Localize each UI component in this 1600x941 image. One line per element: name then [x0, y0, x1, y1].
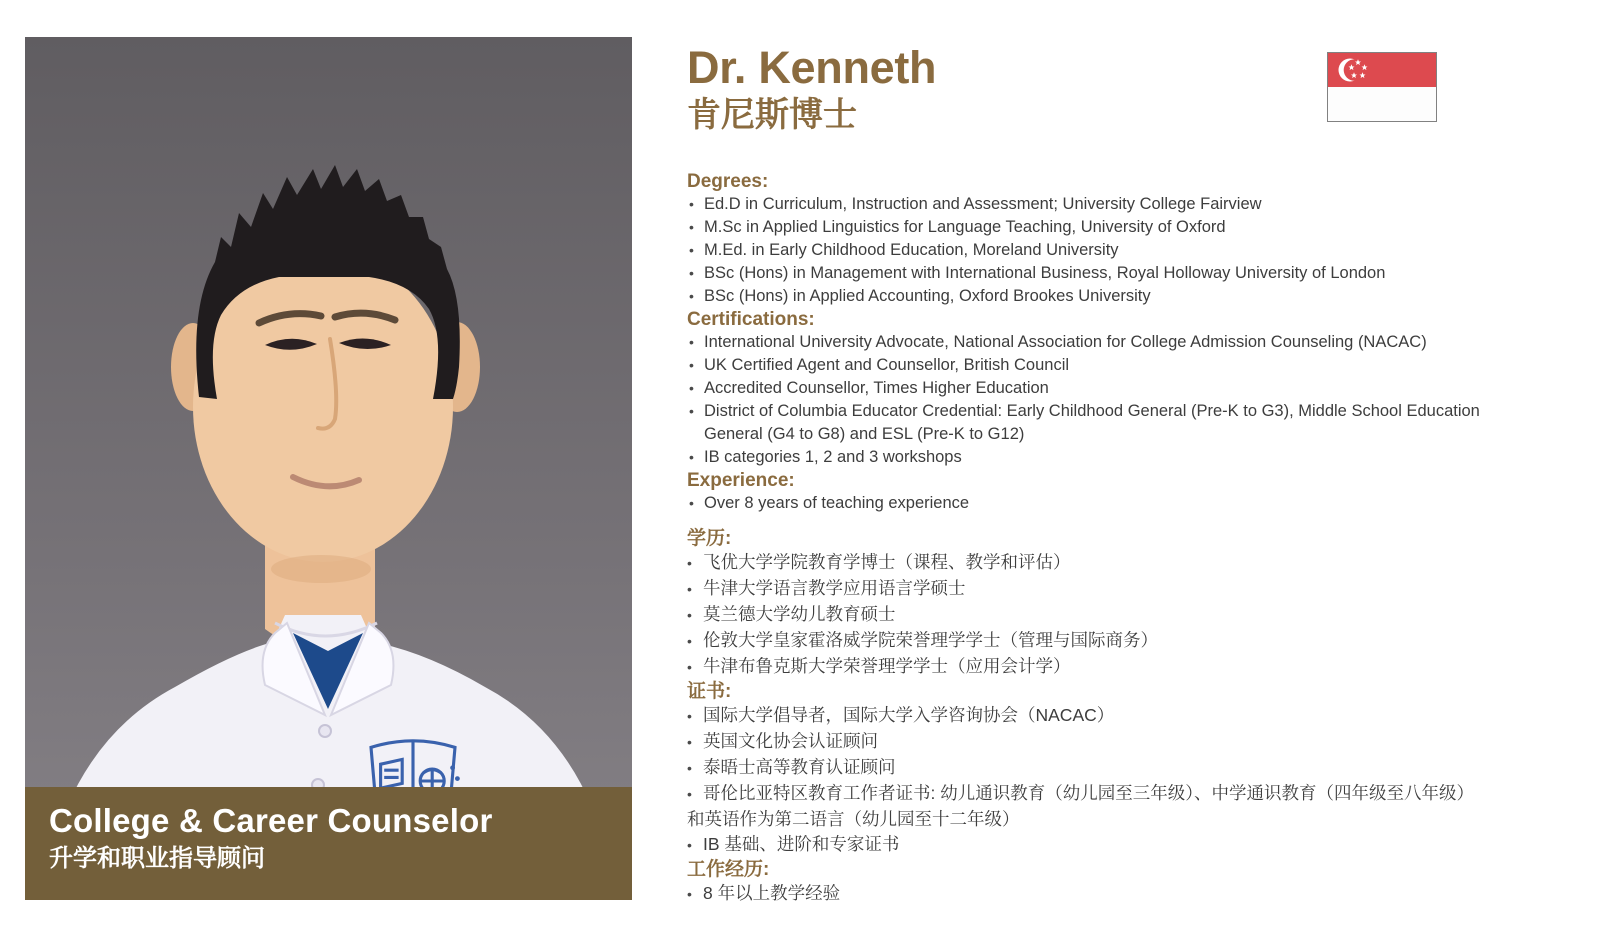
list-item: • 哥伦比亚特区教育工作者证书: 幼儿通识教育（幼儿园至三年级）、中学通识教育（四年级至八年级）和英语作为第二语言（幼儿园至十二年级） — [687, 781, 1477, 832]
list-item: • 伦敦大学皇家霍洛威学院荣誉理学学士（管理与国际商务） — [687, 628, 1477, 654]
list-item: • IB 基础、进阶和专家证书 — [687, 832, 1477, 858]
list-item: • BSc (Hons) in Management with International Business, Royal Holloway University of London — [687, 262, 1487, 285]
role-title-zh: 升学和职业指导顾问 — [49, 845, 265, 872]
list-item: • UK Certified Agent and Counsellor, British Council — [687, 354, 1487, 377]
list-item: • Over 8 years of teaching experience — [687, 492, 1487, 515]
list-item: • 牛津大学语言教学应用语言学硕士 — [687, 576, 1477, 602]
list-item: • District of Columbia Educator Credential: Early Childhood General (Pre-K to G3), Middle School Education General (G4 to G8) and ESL (Pre-K to G12) — [687, 400, 1487, 446]
bio-content — [687, 44, 1532, 907]
profile-photo — [25, 37, 632, 900]
section-heading-certifications: Certifications: — [687, 309, 815, 330]
list-item: • IB categories 1, 2 and 3 workshops — [687, 446, 1487, 469]
experience-list — [687, 492, 1532, 515]
role-title-en: College & Career Counselor — [49, 802, 493, 839]
section-heading-experience: Experience: — [687, 470, 795, 491]
page-title-zh: 肯尼斯博士 — [687, 96, 857, 134]
list-item: • 泰晤士高等教育认证顾问 — [687, 755, 1477, 781]
degrees-list — [687, 193, 1532, 308]
chinese-bio-block — [687, 527, 1532, 907]
list-item: • M.Ed. in Early Childhood Education, Moreland University — [687, 239, 1487, 262]
list-item: • 飞优大学学院教育学博士（课程、教学和评估） — [687, 550, 1477, 576]
page-title: Dr. Kenneth — [687, 42, 937, 93]
list-item: • 英国文化协会认证顾问 — [687, 729, 1477, 755]
list-item: • International University Advocate, National Association for College Admission Counseling (NACAC) — [687, 331, 1487, 354]
section-heading-certifications-zh: 证书: — [687, 681, 732, 702]
list-item: • 莫兰德大学幼儿教育硕士 — [687, 602, 1477, 628]
list-item: • Accredited Counsellor, Times Higher Education — [687, 377, 1487, 400]
list-item: • BSc (Hons) in Applied Accounting, Oxford Brookes University — [687, 285, 1487, 308]
profile-photo-card — [25, 37, 632, 900]
list-item: • Ed.D in Curriculum, Instruction and Assessment; University College Fairview — [687, 193, 1487, 216]
role-banner — [25, 787, 632, 900]
section-heading-experience-zh: 工作经历: — [687, 859, 770, 880]
degrees-list-zh — [687, 550, 1532, 680]
list-item: • M.Sc in Applied Linguistics for Language Teaching, University of Oxford — [687, 216, 1487, 239]
list-item: • 牛津布鲁克斯大学荣誉理学学士（应用会计学） — [687, 654, 1477, 680]
certifications-list — [687, 331, 1532, 469]
list-item: • 8 年以上教学经验 — [687, 881, 1477, 907]
list-item: • 国际大学倡导者，国际大学入学咨询协会（NACAC） — [687, 703, 1477, 729]
experience-list-zh — [687, 881, 1532, 907]
certifications-list-zh — [687, 703, 1532, 858]
section-heading-degrees-zh: 学历: — [687, 528, 732, 549]
section-heading-degrees: Degrees: — [687, 171, 769, 192]
